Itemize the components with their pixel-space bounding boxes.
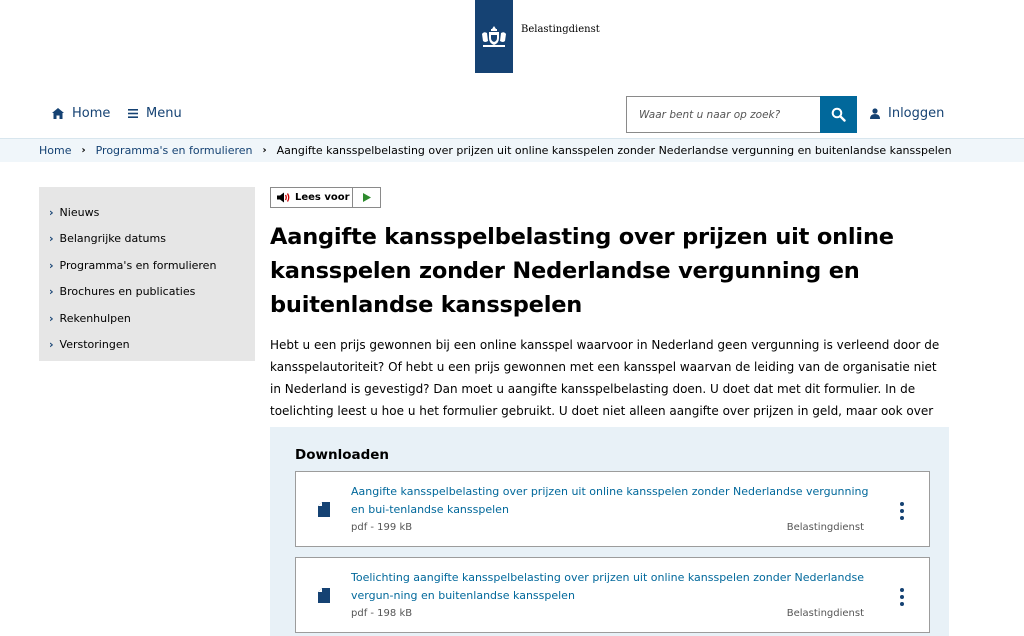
search-button[interactable]	[820, 96, 857, 133]
download-meta: pdf - 198 kB	[351, 608, 413, 619]
download-link[interactable]: Aangifte kansspelbelasting over prijzen uit online kansspelen zonder Nederlandse vergunning en bui-tenlandse kansspelen	[351, 485, 869, 516]
sidebar-item-label: Brochures en publicaties	[59, 285, 196, 299]
chevron-right-icon: ›	[49, 285, 54, 299]
chevron-right-icon: ›	[262, 145, 267, 156]
chevron-right-icon: ›	[49, 232, 54, 246]
file-icon	[318, 502, 330, 517]
sidebar-item-label: Nieuws	[59, 205, 100, 219]
play-icon	[363, 193, 371, 202]
crest-icon	[479, 24, 509, 50]
sidebar-item-label: Belangrijke datums	[59, 232, 166, 246]
sidebar-item-brochures[interactable]	[39, 279, 255, 306]
nav-menu-label: Menu	[146, 106, 182, 121]
speaker-icon	[277, 192, 291, 203]
sidebar-item-rekenhulpen[interactable]	[39, 305, 255, 332]
download-item	[295, 471, 930, 547]
sidebar-item-verstoringen[interactable]	[39, 332, 255, 359]
download-source: Belastingdienst	[786, 608, 864, 619]
sidebar-item-belangrijke-datums[interactable]	[39, 226, 255, 253]
user-icon	[870, 108, 880, 119]
chevron-right-icon: ›	[49, 311, 54, 325]
chevron-right-icon: ›	[81, 145, 86, 156]
search-input[interactable]	[626, 96, 820, 133]
home-icon	[52, 108, 64, 119]
page-title: Aangifte kansspelbelasting over prijzen uit online kansspelen zonder Nederlandse vergunning en buitenlandse kansspelen	[270, 224, 894, 318]
nav-home-link[interactable]	[52, 106, 110, 121]
logo-emblem	[475, 0, 513, 73]
sidebar-item-label: Rekenhulpen	[59, 311, 131, 325]
more-options-icon[interactable]	[897, 588, 907, 606]
main-content	[270, 187, 950, 444]
more-options-icon[interactable]	[897, 502, 907, 520]
play-button[interactable]	[353, 188, 380, 207]
search-icon	[831, 107, 846, 122]
read-aloud-label: Lees voor	[295, 192, 350, 203]
login-label: Inloggen	[888, 106, 945, 121]
breadcrumb-programmas[interactable]: Programma's en formulieren	[95, 144, 253, 157]
sidebar-item-nieuws[interactable]	[39, 199, 255, 226]
download-source: Belastingdienst	[786, 522, 864, 533]
download-link[interactable]: Toelichting aangifte kansspelbelasting over prijzen uit online kansspelen zonder Nederlandse vergun-ning en buitenlandse kansspelen	[351, 571, 864, 602]
sidebar-item-label: Programma's en formulieren	[59, 258, 217, 272]
read-aloud-widget	[270, 187, 381, 208]
breadcrumb-current: Aangifte kansspelbelasting over prijzen uit online kansspelen zonder Nederlandse vergunning en buitenlandse kansspelen	[276, 144, 952, 157]
read-aloud-button[interactable]	[271, 188, 353, 207]
download-item	[295, 557, 930, 633]
top-nav	[0, 96, 1024, 134]
chevron-right-icon: ›	[49, 338, 54, 352]
intro-text: Hebt u een prijs gewonnen bij een online kansspel waarvoor in Nederland geen vergunning is verleend door de kansspelautoriteit? Of hebt u een prijs gewonnen met een kansspel waarvan de leiding van de organisatie niet in Nederland is gevestigd? Dan moet u aangifte kansspelbelasting doen. U doet dat met dit formulier. In de toelichting leest u hoe u het formulier gebruikt. U doet niet alleen aangifte over prijzen in geld, maar ook over	[270, 338, 940, 418]
chevron-right-icon: ›	[49, 205, 54, 219]
login-link[interactable]	[870, 106, 944, 121]
chevron-right-icon: ›	[49, 258, 54, 272]
file-icon	[318, 588, 330, 603]
nav-home-label: Home	[72, 106, 111, 121]
site-logo[interactable]	[475, 0, 600, 73]
download-meta: pdf - 199 kB	[351, 522, 413, 533]
breadcrumb-home[interactable]: Home	[39, 144, 72, 157]
logo-text: Belastingdienst	[521, 24, 600, 35]
breadcrumb	[0, 138, 1024, 162]
downloads-title: Downloaden	[295, 447, 390, 463]
sidebar	[39, 187, 255, 361]
nav-menu-button[interactable]	[128, 106, 182, 121]
sidebar-item-programmas[interactable]	[39, 252, 255, 279]
downloads-section	[270, 427, 949, 636]
hamburger-icon	[128, 109, 138, 118]
sidebar-item-label: Verstoringen	[59, 338, 130, 352]
